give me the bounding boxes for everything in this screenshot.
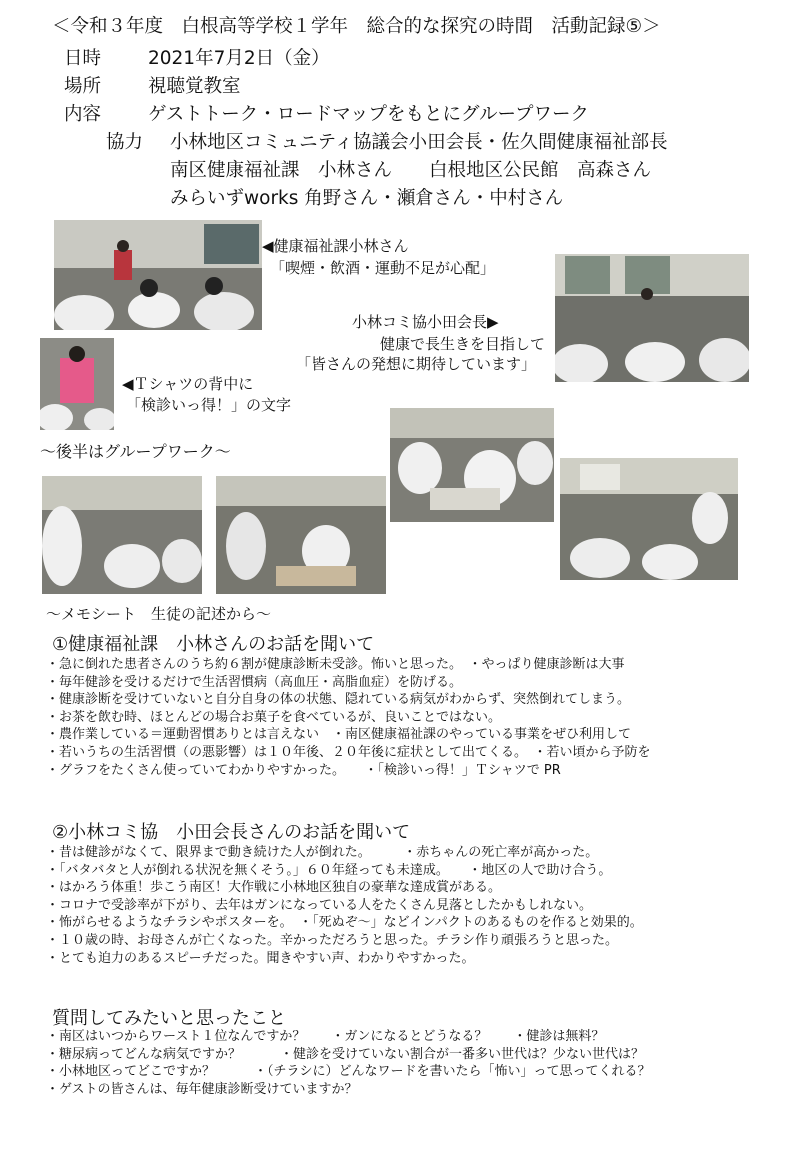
memo-line: ・１０歳の時、お母さんが亡くなった。辛かっただろうと思った。チラシ作り頑張ろうと思った。: [46, 932, 619, 948]
coop-line: 小林地区コミュニティ協議会小田会長・佐久間健康福祉部長: [170, 132, 668, 153]
memo-line: ・グラフをたくさん使っていてわかりやすかった。 ・「検診いっ得！」Ｔシャツで PR: [46, 762, 561, 778]
content-label: 内容: [64, 104, 102, 125]
caption-group-work: ～後半はグループワーク～: [40, 442, 231, 461]
place-row: [64, 72, 664, 96]
caption-tshirt-2: 「検診いっ得！」の文字: [126, 396, 292, 414]
section-heading: 質問してみたいと思ったこと: [52, 1008, 286, 1029]
photo-kobayashi-speech: [54, 220, 262, 330]
date-label: 日時: [64, 48, 102, 69]
memo-line: ・コロナで受診率が下がり、去年はガンになっている人をたくさん見落としたかもしれない。: [46, 897, 593, 913]
section-lines: [46, 656, 651, 779]
memo-line: ・南区はいつからワースト１位なんですか？ ・ガンになるとどうなる？ ・健診は無料？: [46, 1029, 605, 1044]
coop-label: 協力: [106, 132, 144, 153]
caption-kobayashi-2: 「喫煙・飲酒・運動不足が心配」: [270, 259, 496, 277]
photo-group-work-3: [42, 476, 202, 594]
caption-tshirt-1: ◀Ｔシャツの背中に: [122, 375, 254, 393]
page-title: ＜令和３年度 白根高等学校１学年 総合的な探究の時間 活動記録⑤＞: [52, 16, 661, 37]
section-lines: [46, 1028, 651, 1098]
place-label: 場所: [64, 76, 102, 97]
memo-line: ・お茶を飲む時、ほとんどの場合お菓子を食べているが、良いことではない。: [46, 709, 502, 725]
place-value: 視聴覚教室: [148, 76, 241, 97]
memo-line: ・農作業している＝運動習慣ありとは言えない ・南区健康福祉課のやっている事業をぜひ利用して: [46, 727, 632, 743]
memo-line: ・とても迫力のあるスピーチだった。聞きやすい声、わかりやすかった。: [46, 950, 475, 966]
caption-kobayashi-1: ◀健康福祉課小林さん: [262, 237, 409, 255]
coop-line: みらいずworks 角野さん・瀬倉さん・中村さん: [170, 188, 564, 209]
memo-line: ・急に倒れた患者さんのうち約６割が健康診断未受診。怖いと思った。 ・やっぱり健康診断は大事: [46, 657, 625, 672]
caption-oda-2: 健康で長生きを目指して: [380, 335, 546, 353]
coop-line: 南区健康福祉課 小林さん 白根地区公民館 高森さん: [170, 160, 652, 181]
photo-tshirt-back: [40, 338, 114, 430]
photo-group-work-4: [216, 476, 386, 594]
date-value: 2021年7月2日（金）: [148, 48, 330, 69]
section-lines: [46, 844, 643, 967]
caption-oda-1: 小林コミ協小田会長▶: [352, 313, 499, 331]
caption-oda-3: 「皆さんの発想に期待しています」: [296, 355, 537, 373]
content-row: [64, 100, 744, 124]
memo-line: ・昔は健診がなくて、限界まで動き続けた人が倒れた。 ・赤ちゃんの死亡率が高かった。: [46, 845, 599, 860]
memo-line: ・ゲストの皆さんは、毎年健康診断受けていますか？: [46, 1081, 358, 1097]
photo-group-work-2: [560, 458, 738, 580]
content-value: ゲストトーク・ロードマップをもとにグループワーク: [148, 104, 590, 125]
memo-line: ・糖尿病ってどんな病気ですか？ ・健診を受けていない割合が一番多い世代は？少ない世代は？: [46, 1046, 645, 1062]
memo-line: ・毎年健診を受けるだけで生活習慣病（高血圧・高脂血症）を防げる。: [46, 674, 463, 690]
memo-line: ・怖がらせるようなチラシやポスターを。 ・「死ぬぞ～」などインパクトのあるものを作ると効果的。: [46, 915, 643, 931]
memo-line: ・若いうちの生活習慣（の悪影響）は１０年後、２０年後に症状として出てくる。 ・若い頃から予防を: [46, 744, 651, 760]
memo-line: ・小林地区ってどこですか？ ・（チラシに）どんなワードを書いたら「怖い」って思ってくれる？: [46, 1064, 651, 1080]
date-row: [64, 44, 664, 68]
memo-line: ・健康診断を受けていないと自分自身の体の状態、隠れている病気がわからず、突然倒れてしまう。: [46, 692, 630, 708]
section-heading: ①健康福祉課 小林さんのお話を聞いて: [52, 634, 375, 655]
memo-heading: ～メモシート 生徒の記述から～: [46, 605, 272, 623]
section-heading: ②小林コミ協 小田会長さんのお話を聞いて: [52, 822, 411, 843]
photo-group-work-1: [390, 408, 554, 522]
memo-line: ・はかろう体重！歩こう南区！大作戦に小林地区独自の豪華な達成賞がある。: [46, 880, 502, 896]
memo-line: ・「バタバタと人が倒れる状況を無くそう。」６０年経っても未達成。 ・地区の人で助け合う。: [46, 862, 612, 878]
photo-oda-speech: [555, 254, 749, 382]
